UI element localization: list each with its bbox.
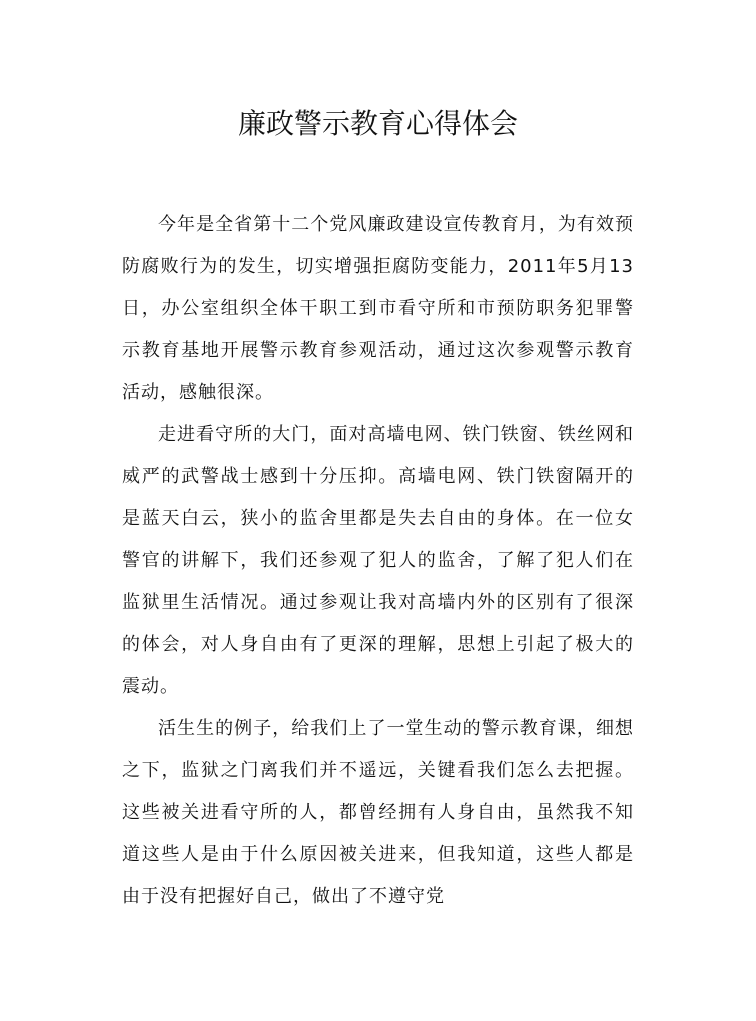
paragraph-1: 今年是全省第十二个党风廉政建设宣传教育月，为有效预防腐败行为的发生，切实增强拒腐防变能力，2011年5月13日，办公室组织全体干职工到市看守所和市预防职务犯罪警示教育基地开展警示教育参观活动，通过这次参观警示教育活动，感触很深。 [122,214,634,403]
document-title: 廉政警示教育心得体会 [237,107,518,140]
paragraph-3: 活生生的例子，给我们上了一堂生动的警示教育课，细想之下，监狱之门离我们并不遥远，关键看我们怎么去把握。这些被关进看守所的人，都曾经拥有人身自由，虽然我不知道这些人是由于什么原因被关进来，但我知道，这些人都是由于没有把握好自己，做出了不遵守党 [122,718,634,907]
document-body [122,204,634,918]
paragraph-2: 走进看守所的大门，面对高墙电网、铁门铁窗、铁丝网和威严的武警战士感到十分压抑。高墙电网、铁门铁窗隔开的是蓝天白云，狭小的监舍里都是失去自由的身体。在一位女警官的讲解下，我们还参观了犯人的监舍，了解了犯人们在监狱里生活情况。通过参观让我对高墙内外的区别有了很深的体会，对人身自由有了更深的理解，思想上引起了极大的震动。 [122,424,634,697]
